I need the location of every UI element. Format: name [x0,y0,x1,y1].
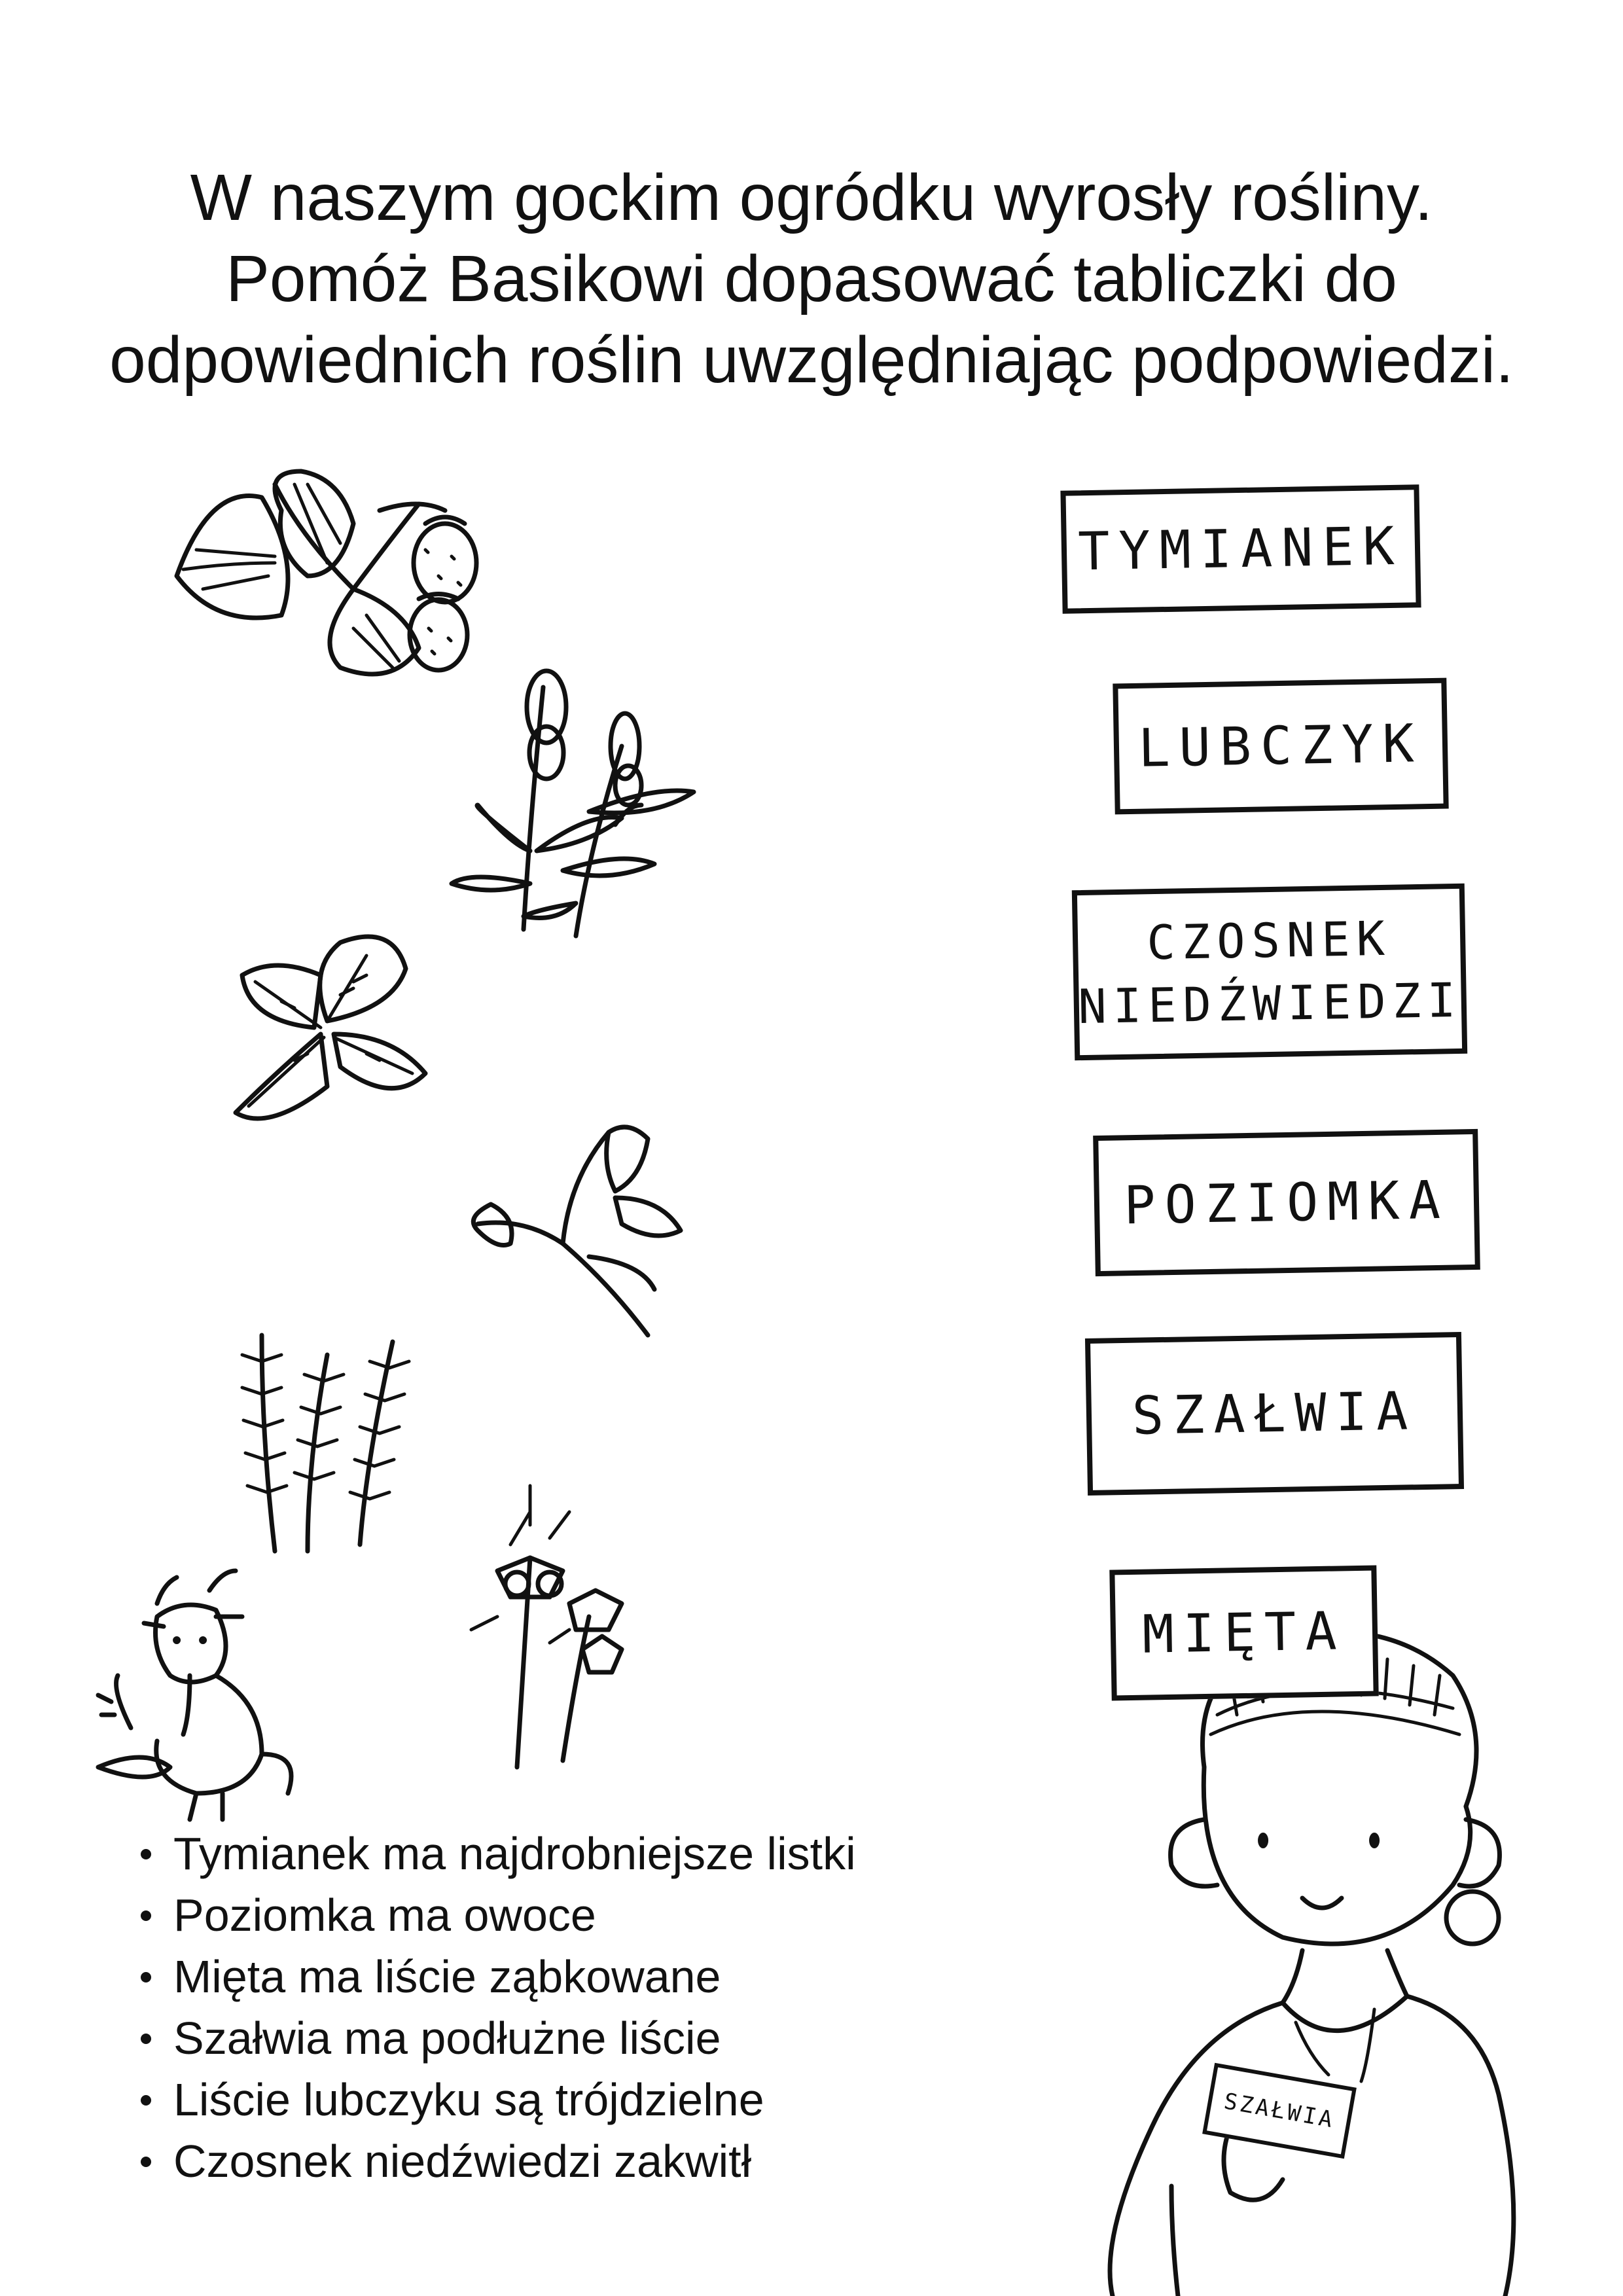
hint-item: Mięta ma liście ząbkowane [141,1946,856,2007]
hint-item: Poziomka ma owoce [141,1884,856,1946]
lovage-leaf-icon[interactable] [473,1127,681,1335]
bullet-icon [141,1972,151,1982]
wild-garlic-plant-icon[interactable] [471,1486,622,1767]
hint-item: Tymianek ma najdrobniejsze listki [141,1823,856,1884]
plant-label-text: POZIOMKA [1123,1169,1450,1236]
plant-label-text: TYMIANEK [1077,515,1404,583]
girl-character-icon[interactable] [1110,1632,1514,2296]
bullet-icon [141,1910,151,1921]
bullet-icon [141,1849,151,1859]
sage-plant-icon[interactable] [452,671,694,936]
hint-item: Szałwia ma podłużne liście [141,2007,856,2069]
plant-label-text-line-2: NIEDŹWIEDZI [1077,972,1463,1035]
plant-label-text-line-1: CZOSNEK [1146,910,1392,971]
strawberry-plant-icon[interactable] [177,471,476,674]
plant-label-text: LUBCZYK [1137,713,1424,779]
bullet-icon [141,2157,151,2167]
plant-label-mieta[interactable] [1109,1565,1378,1700]
hint-item: Liście lubczyku są trójdzielne [141,2069,856,2130]
plant-label-text: SZAŁWIA [1132,1380,1418,1446]
plant-label-text: MIĘTA [1141,1600,1347,1665]
bullet-icon [141,2034,151,2044]
thyme-plant-icon[interactable] [242,1335,409,1551]
instruction-line-3: odpowiednich roślin uwzględniając podpowiedzi. [109,323,1514,397]
plant-label-poziomka[interactable] [1093,1129,1480,1276]
instruction-line-2: Pomóż Basikowi dopasować tabliczki do [226,242,1397,315]
character-badge: SZAŁWIA [1202,2063,1357,2159]
plant-label-czosnek-niedzwiedzi[interactable] [1072,884,1467,1060]
plant-label-lubczyk[interactable] [1113,678,1448,815]
instruction-line-1: W naszym gockim ogródku wyrosły rośliny. [190,161,1433,234]
plant-label-tymianek[interactable] [1060,484,1421,614]
hint-list [141,1823,856,2192]
plant-label-szalwia[interactable] [1085,1332,1464,1496]
mint-leaf-icon[interactable] [236,937,425,1119]
bullet-icon [141,2095,151,2106]
goat-icon[interactable] [98,1571,291,1820]
hint-item: Czosnek niedźwiedzi zakwitł [141,2130,856,2192]
